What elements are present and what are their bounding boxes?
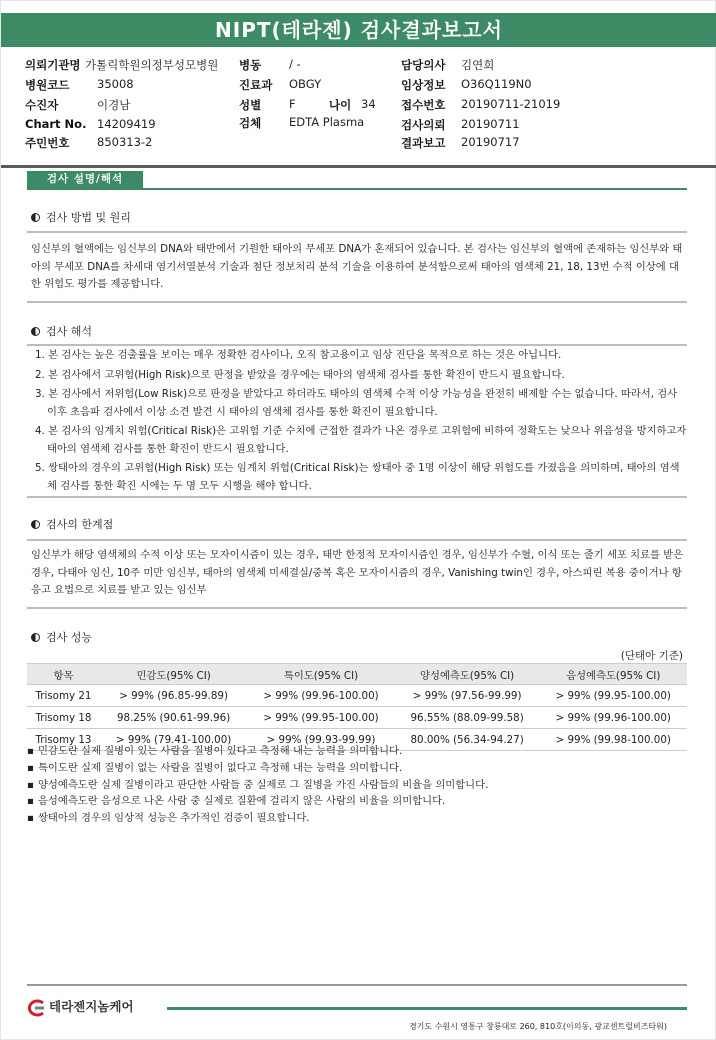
report-title: NIPT(테라젠) 검사결과보고서 xyxy=(1,13,716,47)
sex-value: F xyxy=(289,97,296,111)
table-cell: > 99% (99.96-100.00) xyxy=(540,707,687,729)
performance-heading-text: 검사 성능 xyxy=(46,631,93,644)
list-item: 4. 본 검사의 임계치 위험(Critical Risk)은 고위험 기준 수치에 근접한 결과가 나온 경우로 고위험에 비하여 정확도는 낮으나 위음성을 방지하고자 태아의 염색체 검사를 통한 확진이 반드시 필요합니다. xyxy=(35,425,687,455)
table-cell: 96.55% (88.09-99.58) xyxy=(395,707,540,729)
half-circle-icon xyxy=(31,633,40,642)
table-cell: Trisomy 18 xyxy=(27,707,100,729)
list-item: ▪ 쌍태아의 경우의 임상적 성능은 추가적인 검증이 필요합니다. xyxy=(27,810,488,827)
ward-label: 병동 xyxy=(239,58,262,72)
company-logo xyxy=(23,997,134,1017)
rrn-value: 850313-2 xyxy=(97,135,153,149)
table-cell: > 99% (96.85-99.89) xyxy=(100,685,247,707)
performance-notes xyxy=(27,743,488,827)
performance-table xyxy=(27,663,687,751)
table-cell: > 99% (99.95-100.00) xyxy=(540,685,687,707)
list-item: ▪ 특이도란 실제 질병이 없는 사람을 질병이 없다고 측정해 내는 능력을 의미합니다. xyxy=(27,760,488,777)
half-circle-icon xyxy=(31,327,40,336)
list-item: 2. 본 검사에서 고위험(High Risk)으로 판정을 받았을 경우에는 태아의 염색체 검사를 통한 확진이 반드시 필요합니다. xyxy=(35,368,565,381)
interpretation-heading-text: 검사 해석 xyxy=(46,325,93,338)
limits-divider-bottom xyxy=(27,607,687,609)
receipt-label: 접수번호 xyxy=(401,98,446,112)
column-header: 양성예측도(95% CI) xyxy=(395,664,540,685)
patient-info xyxy=(1,49,716,165)
table-cell: 80.00% (56.34-94.27) xyxy=(395,729,540,751)
table-cell: > 99% (99.95-100.00) xyxy=(247,707,394,729)
age-value: 34 xyxy=(361,97,376,111)
hospital-value: 가톨릭학원의정부성모병원 xyxy=(85,58,219,72)
doctor-label: 담당의사 xyxy=(401,58,446,72)
limits-heading-text: 검사의 한계점 xyxy=(46,518,114,531)
table-cell: > 99% (99.98-100.00) xyxy=(540,729,687,751)
unit-note: (단태아 기준) xyxy=(620,650,683,662)
code-label: 병원코드 xyxy=(25,78,70,92)
footer-accent-line xyxy=(167,1007,687,1010)
list-item: 5. 쌍태아의 경우의 고위험(High Risk) 또는 임계치 위험(Critical Risk)는 쌍태아 중 1명 이상이 해당 위험도를 가졌음을 의미하며, 태아의 염색체 검사를 통한 확진 시에는 두 명 모두 시행을 해야 합니다. xyxy=(35,462,680,492)
sex-label: 성별 xyxy=(239,98,262,112)
list-item: 3. 본 검사에서 저위험(Low Risk)으로 판정을 받았다고 하더라도 태아의 염색체 수적 이상 가능성을 완전히 배제할 수는 없습니다. 따라서, 검사 이후 초음파 검사에서 이상 소견 발견 시 태아의 염색체 검사를 통한 확진이 필요합니다. xyxy=(35,388,678,418)
footer-divider xyxy=(27,984,687,986)
table-cell: Trisomy 13 xyxy=(27,729,100,751)
table-cell: > 99% (99.96-100.00) xyxy=(247,685,394,707)
section-line xyxy=(27,188,687,190)
report-label: 결과보고 xyxy=(401,136,446,150)
column-header: 특이도(95% CI) xyxy=(247,664,394,685)
logo-text: 테라젠지놈케어 xyxy=(49,999,134,1014)
limits-divider xyxy=(27,539,687,541)
list-item: 1. 본 검사는 높은 검출률을 보이는 매우 정확한 검사이나, 오직 참고용이고 임상 진단을 목적으로 하는 것은 아닙니다. xyxy=(35,349,562,361)
request-value: 20190711 xyxy=(461,117,520,131)
chart-value: 14209419 xyxy=(97,117,156,131)
interpretation-list xyxy=(31,347,687,497)
method-text: 임신부의 혈액에는 임신부의 DNA와 태반에서 기원한 태아의 무세포 DNA가 혼재되어 있습니다. 본 검사는 임신부의 혈액에 존재하는 임신부와 태아의 무세포 DNA를 차세대 염기서열분석 기술과 첨단 정보처리 분석 기술을 이용하여 분석함으로써 태아의 염색체 21, 18, 13번 수적 이상에 대한 위험도 평가를 제공합니다. xyxy=(31,243,683,290)
code-value: 35008 xyxy=(97,77,134,91)
table-row xyxy=(27,685,687,707)
header-divider xyxy=(1,165,716,168)
interpretation-divider-bottom xyxy=(27,496,687,498)
list-item: ▪ 민감도란 실제 질병이 있는 사람을 질병이 있다고 측정해 내는 능력을 의미합니다. xyxy=(27,743,488,760)
table-cell: > 99% (99.93-99.99) xyxy=(247,729,394,751)
request-label: 검사의뢰 xyxy=(401,118,446,132)
specimen-label: 검체 xyxy=(239,116,262,130)
table-cell: 98.25% (90.61-99.96) xyxy=(100,707,247,729)
table-cell: > 99% (79.41-100.00) xyxy=(100,729,247,751)
table-cell: Trisomy 21 xyxy=(27,685,100,707)
method-heading-text: 검사 방법 및 원리 xyxy=(46,211,131,224)
interpretation-divider xyxy=(27,344,687,346)
dept-value: OBGY xyxy=(289,77,322,91)
method-divider-bottom xyxy=(27,301,687,303)
clinical-label: 임상정보 xyxy=(401,78,446,92)
age-label: 나이 xyxy=(329,98,352,112)
ward-value: / - xyxy=(289,57,301,71)
half-circle-icon xyxy=(31,520,40,529)
dept-label: 진료과 xyxy=(239,78,273,92)
section-tab: 검사 설명/해석 xyxy=(27,171,143,188)
chart-label: Chart No. xyxy=(25,117,87,131)
report-value: 20190717 xyxy=(461,135,520,149)
column-header: 민감도(95% CI) xyxy=(100,664,247,685)
patient-label: 수진자 xyxy=(25,98,59,112)
limits-heading xyxy=(31,516,113,532)
patient-value: 이경남 xyxy=(97,98,131,112)
method-heading xyxy=(31,209,131,225)
half-circle-icon xyxy=(31,213,40,222)
receipt-value: 20190711-21019 xyxy=(461,97,561,111)
column-header: 음성예측도(95% CI) xyxy=(540,664,687,685)
clinical-value: O36Q119N0 xyxy=(461,77,532,91)
logo-icon xyxy=(23,999,47,1017)
interpretation-heading xyxy=(31,323,92,339)
limits-text: 임신부가 해당 염색체의 수적 이상 또는 모자이시즘이 있는 경우, 태반 한정적 모자이시즘인 경우, 임신부가 수혈, 이식 또는 줄기 세포 치료를 받은 경우, 다태아 임신, 10주 미만 임신부, 태아의 염색체 미세결실/중복 혹은 모자이시즘의 경우, Vanishing twin인 경우, 아스피린 복용 중이거나 항 응고 요법으로 치료를 받고 있는 임신부 xyxy=(31,549,684,596)
specimen-value: EDTA Plasma xyxy=(289,115,365,129)
table-cell: > 99% (97.56-99.99) xyxy=(395,685,540,707)
performance-heading xyxy=(31,629,92,645)
table-row xyxy=(27,707,687,729)
hospital-label: 의뢰기관명 xyxy=(25,58,81,72)
table-header-row xyxy=(27,664,687,685)
doctor-value: 김연희 xyxy=(461,58,495,72)
company-address: 경기도 수원시 영통구 창룡대로 260, 810호(이의동, 광교센트럴비즈타워) xyxy=(408,1022,667,1031)
rrn-label: 주민번호 xyxy=(25,136,70,150)
column-header: 항목 xyxy=(27,664,100,685)
list-item: ▪ 양성예측도란 실제 질병이라고 판단한 사람들 중 실제로 그 질병을 가진 사람들의 비율을 의미합니다. xyxy=(27,777,488,794)
list-item: ▪ 음성예측도란 음성으로 나온 사람 중 실제로 질환에 걸리지 않은 사람의 비율을 의미합니다. xyxy=(27,793,488,810)
method-divider xyxy=(27,231,687,233)
